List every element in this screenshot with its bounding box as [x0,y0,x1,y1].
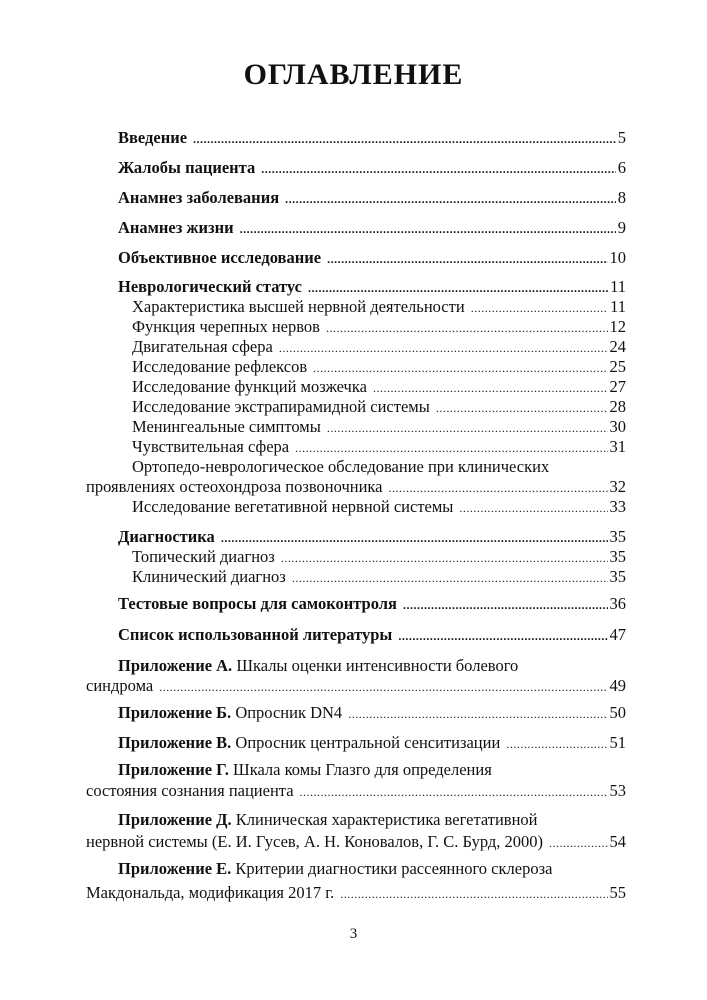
toc-entry-label: Анамнез жизни [118,218,234,237]
toc-entry-label: Двигательная сфера [132,337,273,356]
toc-subentry[interactable] [132,417,626,438]
page-number: 3 [349,926,358,942]
toc-entry-label: Жалобы пациента [118,158,256,177]
toc-entry-page: 47 [609,625,626,644]
toc-entry-page: 33 [609,497,626,516]
toc-subentry[interactable] [132,297,626,318]
toc-entry-references[interactable] [118,625,626,646]
toc-entry-disease-history[interactable] [118,188,626,209]
toc-subentry[interactable] [132,497,626,518]
toc-entry-page: 53 [609,781,626,800]
dot-leader [459,498,607,518]
dot-leader [549,833,607,853]
toc-entry-label: Тестовые вопросы для самоконтроля [118,594,397,613]
dot-leader [292,568,608,588]
toc-entry-page: 32 [609,477,626,496]
toc-subentry[interactable] [132,547,626,568]
appendix-a-line2[interactable] [86,676,626,697]
toc-entry-page: 12 [609,317,626,336]
appendix-title-cont: нервной системы (Е. И. Гусев, А. Н. Коновалов, Г. С. Бурд, 2000) [86,832,544,851]
toc-entry-page: 8 [617,188,626,207]
toc-entry-page: 11 [610,277,626,296]
toc-entry-label: Исследование функций мозжечка [132,377,367,396]
dot-leader [308,278,608,298]
toc-subentry[interactable] [132,437,626,458]
toc-entry-page: 51 [609,733,626,752]
appendix-b[interactable] [118,703,626,724]
dot-leader [159,677,607,697]
toc-entry-label: Список использованной литературы [118,625,393,644]
toc-entry-label: Исследование вегетативной нервной системы [132,497,454,516]
page-title: ОГЛАВЛЕНИЕ [243,58,464,91]
toc-subentry[interactable] [86,477,626,498]
toc-entry-label: Введение [118,128,188,147]
dot-leader [300,782,608,802]
dot-leader [193,129,616,149]
toc-entry-page: 50 [609,703,626,722]
toc-entry-page: 25 [609,357,626,376]
toc-entry-objective-exam[interactable] [118,248,626,269]
toc-entry-label: Менингеальные симптомы [132,417,321,436]
dot-leader [313,358,607,378]
dot-leader [285,189,616,209]
toc-entry-page: 27 [609,377,626,396]
toc-entry-label: Объективное исследование [118,248,322,267]
dot-leader [436,398,608,418]
appendix-prefix: Приложение Д. [118,810,232,829]
toc-entry-page: 30 [609,417,626,436]
appendix-d-line1[interactable] [118,810,538,830]
appendix-title-cont: Макдональда, модификация 2017 г. [86,883,335,902]
toc-entry-label: Чувствительная сфера [132,437,290,456]
dot-leader [348,704,607,724]
dot-leader [326,318,608,338]
toc-entry-diagnostics[interactable] [118,527,626,548]
toc-entry-page: 36 [609,594,626,613]
dot-leader [327,249,607,269]
appendix-prefix: Приложение А. [118,656,233,675]
appendix-e-line1[interactable] [118,859,552,879]
toc-entry-page: 54 [609,832,626,851]
toc-entry-page: 49 [609,676,626,695]
toc-entry-page: 28 [609,397,626,416]
toc-entry-page: 9 [617,218,626,237]
appendix-prefix: Приложение Г. [118,760,229,779]
toc-entry-page: 11 [610,297,626,316]
toc-entry-page: 24 [609,337,626,356]
toc-entry-label: Характеристика высшей нервной деятельности [132,297,465,316]
toc-entry-page: 35 [609,567,626,586]
appendix-d-line2[interactable] [86,832,626,853]
appendix-a-line1[interactable] [118,656,518,676]
toc-entry-page: 5 [617,128,626,147]
toc-subentry[interactable] [132,567,626,588]
appendix-prefix: Приложение В. [118,733,232,752]
toc-entry-label: Анамнез заболевания [118,188,280,207]
toc-entry-page: 6 [617,158,626,177]
appendix-title: Шкалы оценки интенсивности болевого [236,656,519,675]
toc-subentry[interactable] [132,397,626,418]
toc-entry-label: Неврологический статус [118,277,302,296]
appendix-e-line2[interactable] [86,883,626,904]
dot-leader [261,159,616,179]
dot-leader [240,219,616,239]
dot-leader [281,548,608,568]
toc-entry-label: Исследование экстрапирамидной системы [132,397,430,416]
appendix-title: Критерии диагностики рассеянного склероза [235,859,553,878]
toc-entry-label: проявлениях остеохондроза позвоночника [86,477,383,496]
toc-entry-page: 31 [609,437,626,456]
toc-entry-test-questions[interactable] [118,594,626,615]
toc-subentry[interactable] [132,357,626,378]
toc-entry-page: 10 [609,248,626,267]
appendix-title-cont: синдрома [86,676,154,695]
toc-subentry[interactable] [132,337,626,358]
dot-leader [295,438,607,458]
toc-subentry-line1[interactable]: Ортопедо-неврологическое обследование при клинических [132,457,550,476]
toc-entry-label: Диагностика [118,527,215,546]
appendix-prefix: Приложение Б. [118,703,232,722]
toc-entry-page: 35 [609,527,626,546]
toc-subentry[interactable] [132,377,626,398]
appendix-title: Клиническая характеристика вегетативной [235,810,538,829]
appendix-prefix: Приложение Е. [118,859,232,878]
dot-leader [340,884,607,904]
dot-leader [327,418,608,438]
dot-leader [398,626,607,646]
dot-leader [471,298,608,318]
appendix-g-line1[interactable] [118,760,492,780]
appendix-g-line2[interactable] [86,781,626,802]
toc-entry-page: 55 [609,883,626,902]
dot-leader [403,595,608,615]
appendix-title: Опросник центральной сенситизации [235,733,501,752]
dot-leader [506,734,607,754]
appendix-title-cont: состояния сознания пациента [86,781,294,800]
dot-leader [389,478,608,498]
toc-entry-life-history[interactable] [118,218,626,239]
dot-leader [373,378,608,398]
toc-entry-label: Исследование рефлексов [132,357,308,376]
toc-subentry[interactable] [132,317,626,338]
toc-entry-neuro-status[interactable] [118,277,626,298]
dot-leader [221,528,608,548]
appendix-v[interactable] [118,733,626,754]
appendix-title: Шкала комы Глазго для определения [233,760,492,779]
toc-entry-label: Функция черепных нервов [132,317,320,336]
dot-leader [279,338,608,358]
toc-entry-label: Топический диагноз [132,547,275,566]
toc-entry-complaints[interactable] [118,158,626,179]
toc-entry-label: Клинический диагноз [132,567,286,586]
appendix-title: Опросник DN4 [235,703,343,722]
toc-entry-page: 35 [609,547,626,566]
toc-entry-introduction[interactable] [118,128,626,149]
